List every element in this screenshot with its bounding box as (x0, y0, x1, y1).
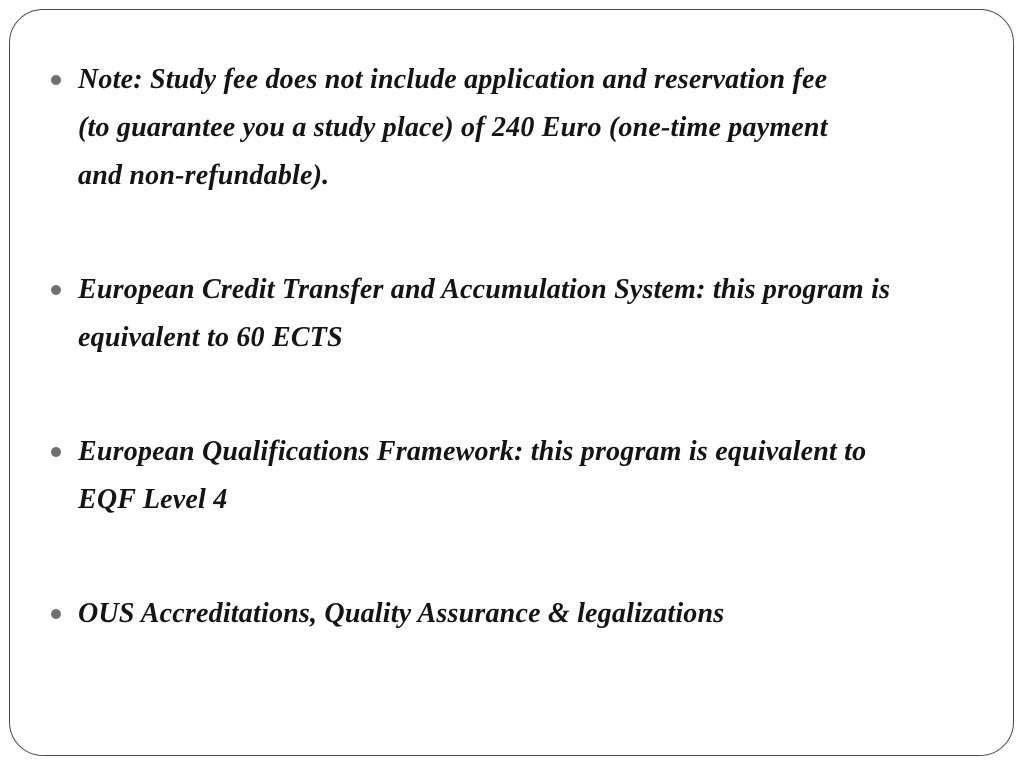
bullet-item-eqf (48, 428, 928, 524)
bullet-text: Note: Study fee does not include application and reservation fee (to guarantee you a study place) of 240 Euro (one-time payment and non-refundable). (78, 64, 828, 191)
slide-frame (9, 9, 1014, 756)
bullet-text: European Credit Transfer and Accumulation System: this program is equivalent to 60 ECTS (78, 274, 891, 353)
bullet-dot-icon (51, 75, 61, 85)
bullet-dot-icon (51, 285, 61, 295)
bullet-text: European Qualifications Framework: this program is equivalent to EQF Level 4 (78, 436, 867, 515)
bullet-item-study-fee-note (48, 56, 928, 200)
bullet-dot-icon (51, 447, 61, 457)
bullet-text: OUS Accreditations, Quality Assurance & legalizations (78, 598, 725, 629)
bullet-list (48, 56, 928, 638)
bullet-item-accreditations (48, 590, 928, 638)
bullet-item-ects (48, 266, 928, 362)
bullet-dot-icon (51, 609, 61, 619)
